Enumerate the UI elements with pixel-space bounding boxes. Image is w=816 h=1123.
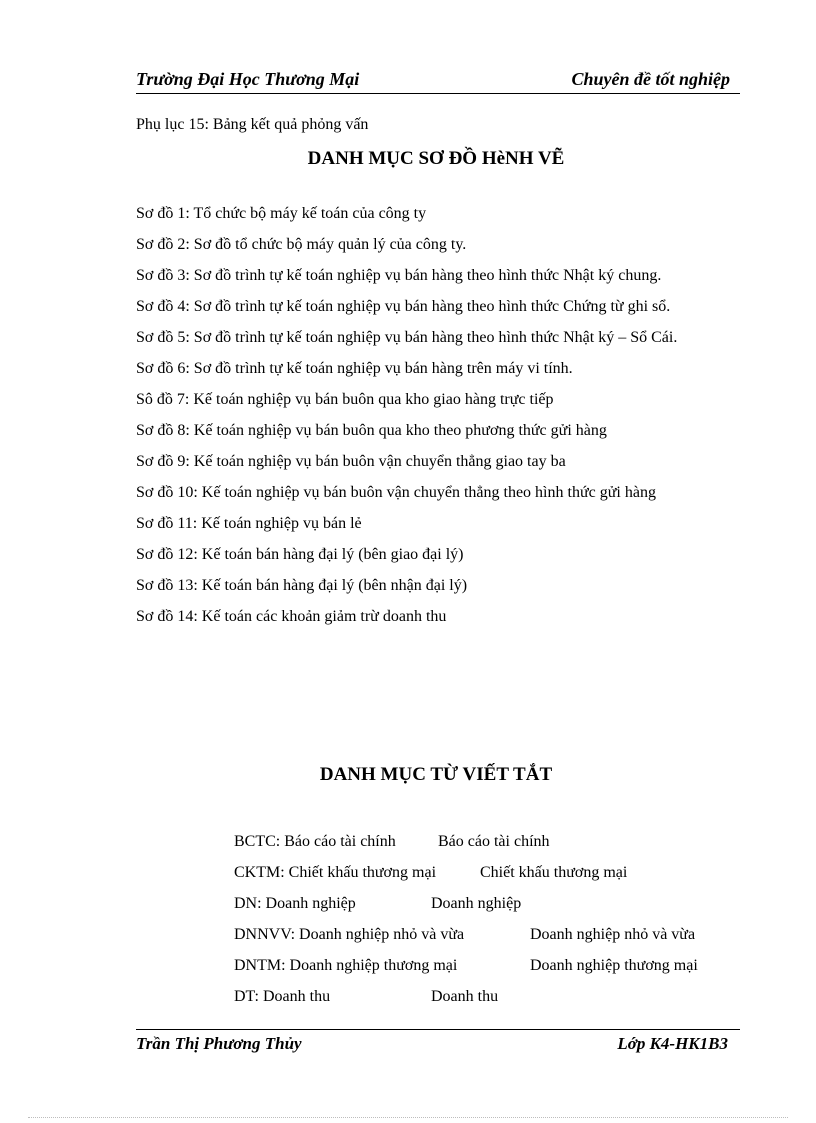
list-item: Sơ đồ 8: Kế toán nghiệp vụ bán buôn qua kho theo phương thức gửi hàng <box>136 422 607 439</box>
abbreviation-meaning: Doanh nghiệp thương mại <box>530 957 698 974</box>
list-item: Sô đồ 7: Kế toán nghiệp vụ bán buôn qua kho giao hàng trực tiếp <box>136 391 554 408</box>
diagram-list-title: DANH MỤC SƠ ĐỒ HèNH VẼ <box>307 148 565 169</box>
list-item: Sơ đồ 5: Sơ đồ trình tự kế toán nghiệp vụ bán hàng theo hình thức Nhật ký – Sổ Cái. <box>136 329 678 346</box>
appendix-note: Phụ lục 15: Bảng kết quả phỏng vấn <box>136 116 369 133</box>
abbreviation-meaning: Chiết khấu thương mại <box>480 864 628 881</box>
abbreviation-meaning: Doanh thu <box>431 988 499 1005</box>
header-school: Trường Đại Học Thương Mại <box>136 69 360 89</box>
abbreviation-term: DT: Doanh thu <box>234 988 331 1005</box>
abbreviation-row <box>234 981 754 1012</box>
abbreviation-row <box>234 888 754 919</box>
abbreviation-term: DN: Doanh nghiệp <box>234 895 356 912</box>
list-item: Sơ đồ 3: Sơ đồ trình tự kế toán nghiệp vụ bán hàng theo hình thức Nhật ký chung. <box>136 267 662 284</box>
list-item: Sơ đồ 6: Sơ đồ trình tự kế toán nghiệp vụ bán hàng trên máy vi tính. <box>136 360 573 377</box>
list-item: Sơ đồ 14: Kế toán các khoản giảm trừ doanh thu <box>136 608 447 625</box>
abbreviation-row <box>234 919 754 950</box>
abbreviation-list-title: DANH MỤC TỪ VIẾT TẮT <box>319 764 553 785</box>
abbreviation-list <box>234 826 754 1012</box>
abbreviation-row <box>234 826 754 857</box>
list-item: Sơ đồ 1: Tổ chức bộ máy kế toán của công ty <box>136 205 427 222</box>
header-doc-type: Chuyên đề tốt nghiệp <box>571 69 730 89</box>
abbreviation-row <box>234 857 754 888</box>
page-header <box>136 66 740 94</box>
list-item: Sơ đồ 13: Kế toán bán hàng đại lý (bên nhận đại lý) <box>136 577 468 594</box>
footer-class: Lớp K4-HK1B3 <box>617 1034 728 1053</box>
list-item: Sơ đồ 9: Kế toán nghiệp vụ bán buôn vận chuyển thẳng giao tay ba <box>136 453 566 470</box>
page-footer <box>136 1029 740 1060</box>
page-edge-divider <box>28 1117 788 1118</box>
list-item: Sơ đồ 12: Kế toán bán hàng đại lý (bên giao đại lý) <box>136 546 464 563</box>
abbreviation-row <box>234 950 754 981</box>
list-item: Sơ đồ 2: Sơ đồ tổ chức bộ máy quản lý của công ty. <box>136 236 467 253</box>
list-item: Sơ đồ 4: Sơ đồ trình tự kế toán nghiệp vụ bán hàng theo hình thức Chứng từ ghi sổ. <box>136 298 671 315</box>
abbreviation-meaning: Báo cáo tài chính <box>438 833 550 850</box>
footer-author: Trần Thị Phương Thủy <box>136 1034 302 1053</box>
abbreviation-term: CKTM: Chiết khấu thương mại <box>234 864 437 881</box>
abbreviation-term: BCTC: Báo cáo tài chính <box>234 833 396 850</box>
abbreviation-meaning: Doanh nghiệp nhỏ và vừa <box>530 926 696 943</box>
abbreviation-term: DNTM: Doanh nghiệp thương mại <box>234 957 458 974</box>
abbreviation-meaning: Doanh nghiệp <box>431 895 522 912</box>
diagram-list <box>136 198 738 632</box>
list-item: Sơ đồ 10: Kế toán nghiệp vụ bán buôn vận chuyển thẳng theo hình thức gửi hàng <box>136 484 656 501</box>
abbreviation-term: DNNVV: Doanh nghiệp nhỏ và vừa <box>234 926 465 943</box>
list-item: Sơ đồ 11: Kế toán nghiệp vụ bán lẻ <box>136 515 362 532</box>
